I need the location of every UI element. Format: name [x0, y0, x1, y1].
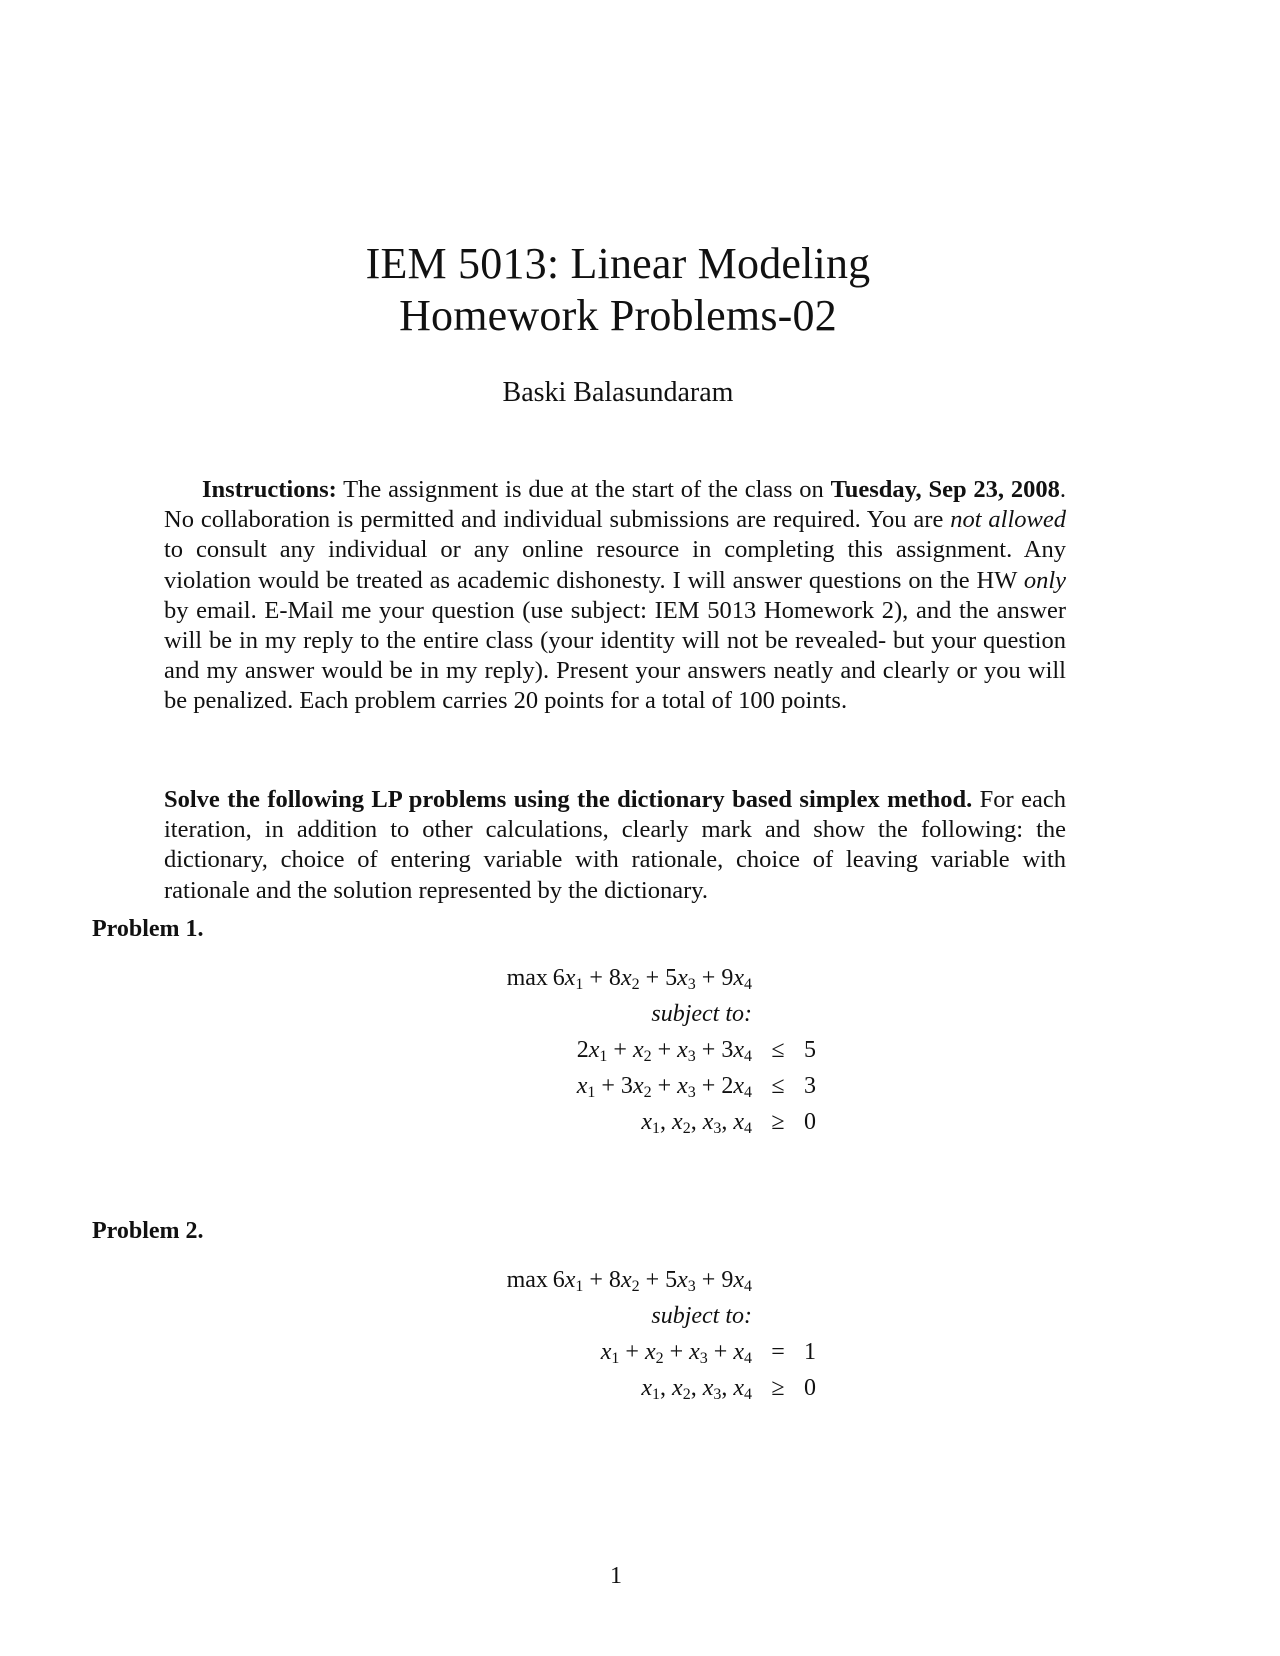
constraint-relation: ≤: [771, 1037, 785, 1063]
constraint-rhs: 5: [804, 1037, 816, 1063]
problem-1-subject-to: subject to:: [651, 1001, 752, 1027]
constraint-rhs: 0: [804, 1375, 816, 1401]
problem-2-constraint-row: [380, 1334, 900, 1370]
constraint-relation: ≤: [771, 1073, 785, 1099]
problem-1-constraint-row: [380, 1032, 900, 1068]
problem-2-lp: [380, 1262, 900, 1406]
problem-1-nonnegativity-row: [380, 1104, 900, 1140]
problem-2-label: Problem 2.: [92, 1218, 204, 1244]
solve-text: For each iteration, in addition to other calculations, clearly mark and show the following: the dictionary, choice of entering variable with rationale, choice of leaving variable with rationale and the solution represented by the dictionary.: [164, 786, 1066, 904]
constraint-relation: =: [771, 1339, 785, 1365]
only-emphasis: only: [1023, 566, 1066, 594]
problem-2-subject-to: subject to:: [651, 1303, 752, 1329]
problem-1-lp: [380, 960, 900, 1140]
problem-2-nonnegativity-row: [380, 1370, 900, 1406]
problem-2-subject-to-row: [380, 1298, 900, 1334]
title-block: [0, 238, 1236, 342]
homework-title: Homework Problems-02: [399, 291, 837, 340]
constraint-lhs: $x_1 + x_2 + x_3 + x_4$: [600, 1339, 752, 1367]
instructions-text-2: . No collaboration is permitted and individual submissions are required. You are: [164, 476, 1067, 534]
problem-1-label: Problem 1.: [92, 916, 204, 942]
instructions-text-3: to consult any individual or any online resource in completing this assignment. Any violation would be treated as academic dishonesty. I will answer questions on the HW: [164, 536, 1066, 594]
instructions-paragraph: [164, 475, 1066, 717]
constraint-lhs: $2x_1 + x_2 + x_3 + 3x_4$: [576, 1037, 752, 1065]
page-number: 1: [610, 1563, 622, 1589]
constraint-rhs: 1: [804, 1339, 816, 1365]
instructions-label: Instructions:: [202, 476, 337, 503]
problem-1-subject-to-row: [380, 996, 900, 1032]
due-date: Tuesday, Sep 23, 2008: [830, 476, 1060, 503]
constraint-relation: ≥: [771, 1375, 785, 1401]
not-allowed-emphasis: not allowed: [950, 506, 1067, 534]
constraint-lhs: $x_1$, $x_2$, $x_3$, $x_4$: [641, 1375, 752, 1403]
constraint-lhs: $x_1$, $x_2$, $x_3$, $x_4$: [641, 1109, 752, 1137]
author-name: Baski Balasundaram: [502, 377, 734, 408]
problem-1-objective: [507, 960, 752, 996]
objective-expression: $\max 6x_1 + 8x_2 + 5x_3 + 9x_4$: [506, 965, 752, 993]
problem-2-objective: [507, 1262, 752, 1298]
solve-heading: Solve the following LP problems using the dictionary based simplex method.: [164, 786, 973, 813]
instructions-text-4: by email. E-Mail me your question (use subject: IEM 5013 Homework 2), and the answer will be in my reply to the entire class (your identity will not be revealed- but your question and my answer would be in my reply). Present your answers neatly and clearly or you will be penalized. Each problem carries 20 points for a total of 100 points.: [164, 596, 1066, 715]
constraint-rhs: 0: [804, 1109, 816, 1135]
problem-2-objective-row: [380, 1262, 900, 1298]
problem-1-constraint-row: [380, 1068, 900, 1104]
constraint-relation: ≥: [771, 1109, 785, 1135]
solve-paragraph: [164, 785, 1066, 906]
constraint-lhs: $x_1 + 3x_2 + x_3 + 2x_4$: [576, 1073, 752, 1101]
objective-expression: $\max 6x_1 + 8x_2 + 5x_3 + 9x_4$: [506, 1267, 752, 1295]
constraint-rhs: 3: [804, 1073, 816, 1099]
instructions-text-1: The assignment is due at the start of the class on: [336, 476, 831, 503]
problem-1-objective-row: [380, 960, 900, 996]
course-title: IEM 5013: Linear Modeling: [365, 239, 871, 288]
